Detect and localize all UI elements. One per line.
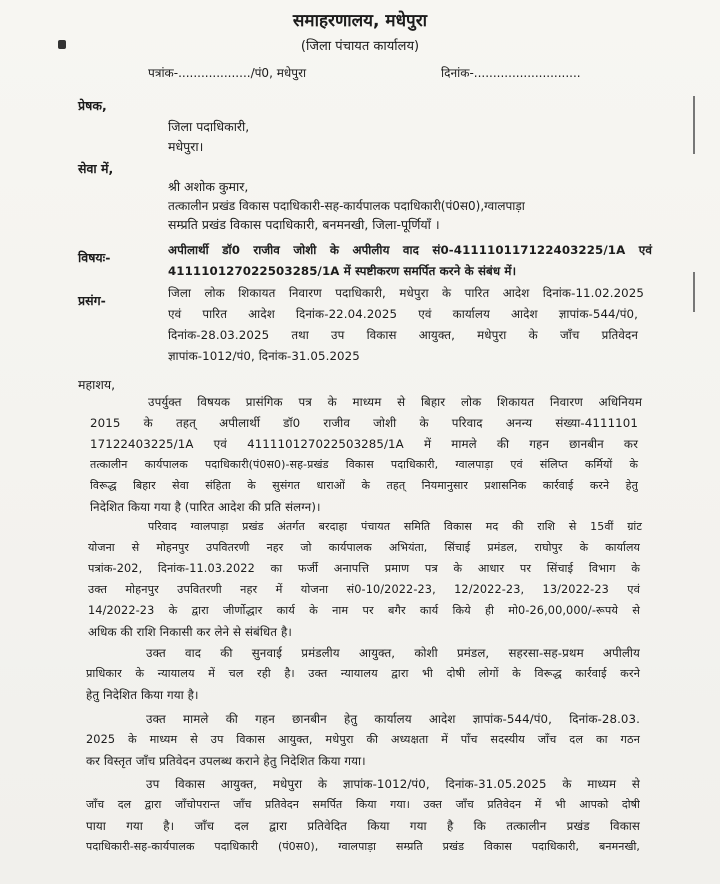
subject-label: विषयः- (78, 250, 111, 265)
page-edge-line (693, 272, 695, 312)
reference-line: ज्ञापांक-1012/पं0, दिनांक-31.05.2025 (168, 349, 360, 363)
paragraph-line: 2025 के माध्यम से उप विकास आयुक्त, मधेपुरा की अध्यक्षता में पाँच सदस्यीय जाँच दल का गठन (86, 733, 640, 746)
recipient-line: सम्प्रति प्रखंड विकास पदाधिकारी, बनमनखी, जिला-पूर्णियाँ । (168, 217, 440, 232)
paragraph-line: उक्त मोहनपुर उपवितरणी नहर में योजना सं0-10/2022-23, 12/2022-23, 13/2022-23 एवं (88, 583, 640, 596)
paragraph-line: कर विस्तृत जाँच प्रतिवेदन उपलब्ध कराने हेतु निदेशित किया गया। (86, 754, 366, 768)
letter-date: दिनांक-............................ (441, 66, 581, 80)
recipient-line: श्री अशोक कुमार, (168, 179, 249, 194)
paragraph-line: 2015 के तहत् अपीलार्थी डॉ0 राजीव जोशी के परिवाद अनन्य संख्या-4111101 (90, 416, 638, 430)
reference-line: एवं पारित आदेश दिनांक-22.04.2025 एवं कार्यालय आदेश ज्ञापांक-544/पं0, (168, 307, 638, 321)
paragraph-line: पाया गया है। जाँच दल द्वारा प्रतिवेदित किया गया है कि तत्कालीन प्रखंड विकास (86, 819, 640, 833)
salutation: महाशय, (78, 377, 116, 392)
recipient-label: सेवा में, (78, 161, 114, 176)
paragraph-line: योजना से मोहनपुर उपवितरणी नहर जो कार्यपालक अभियंता, सिंचाई प्रमंडल, राघोपुर के कार्यालय (88, 541, 640, 554)
reference-line: दिनांक-28.03.2025 तथा उप विकास आयुक्त, मधेपुरा के जाँच प्रतिवेदन (168, 328, 638, 342)
paragraph-line: अधिक की राशि निकासी कर लेने से संबंधित है। (88, 625, 292, 639)
reference-line: जिला लोक शिकायत निवारण पदाधिकारी, मधेपुरा के पारित आदेश दिनांक-11.02.2025 (168, 286, 644, 300)
paragraph-line: तत्कालीन कार्यपालक पदाधिकारी(पं0स0)-सह-प्रखंड विकास पदाधिकारी, ग्वालपाड़ा एवं संलिप्त कर्मियों के (90, 458, 638, 471)
paragraph-line: उपर्युक्त विषयक प्रासंगिक पत्र के माध्यम से बिहार लोक शिकायत निवारण अधिनियम (148, 395, 642, 409)
office-title: समाहरणालय, मधेपुरा (292, 11, 428, 31)
paragraph-line: उप विकास आयुक्त, मधेपुरा के ज्ञापांक-1012/पं0, दिनांक-31.05.2025 के माध्यम से (146, 777, 640, 791)
paragraph-line: पत्रांक-202, दिनांक-11.03.2022 का फर्जी अनापत्ति प्रमाण पत्र के आधार पर सिंचाई विभाग के (88, 562, 640, 575)
paragraph-line: 14/2022-23 के द्वारा जीर्णोद्धार कार्य के नाम पर बगैर कार्य किये ही मो0-26,00,000/-रूपये से (88, 604, 640, 617)
paragraph-line: प्राधिकार के न्यायालय में चल रही है। उक्त न्यायालय द्वारा भी दोषी लोगों के विरूद्ध कार्रवाई करने (86, 667, 640, 680)
page-edge-line (693, 96, 695, 154)
subject-line: अपीलार्थी डॉ0 राजीव जोशी के अपीलीय वाद सं0-411110117122403225/1A एवं (168, 243, 652, 257)
paragraph-line: उक्त मामले की गहन छानबीन हेतु कार्यालय आदेश ज्ञापांक-544/पं0, दिनांक-28.03. (146, 712, 640, 726)
reference-label: प्रसंग- (78, 293, 106, 308)
office-subtitle: (जिला पंचायत कार्यालय) (300, 39, 420, 54)
sender-line: जिला पदाधिकारी, (168, 119, 250, 134)
sender-line: मधेपुरा। (168, 139, 204, 154)
paragraph-line: निदेशित किया गया है (पारित आदेश की प्रति संलग्न)। (90, 500, 321, 514)
subject-line: 411110127022503285/1A में स्पष्टीकरण समर्पित करने के संबंध में। (168, 264, 517, 278)
paragraph-line: 17122403225/1A एवं 411110127022503285/1A में मामले की गहन छानबीन कर (90, 437, 638, 451)
paragraph-line: जाँच दल द्वारा जाँचोपरान्त जाँच प्रतिवेदन समर्पित किया गया। उक्त जाँच प्रतिवेदन में भी आपको दोषी (86, 798, 640, 811)
paragraph-line: उक्त वाद की सुनवाई प्रमंडलीय आयुक्त, कोशी प्रमंडल, सहरसा-सह-प्रथम अपीलीय (146, 646, 640, 660)
paragraph-line: पदाधिकारी-सह-कार्यपालक पदाधिकारी (पं0स0), ग्वालपाड़ा सम्प्रति प्रखंड विकास पदाधिकारी, बनमनखी, (86, 840, 640, 853)
paragraph-line: हेतु निदेशित किया गया है। (86, 688, 199, 702)
letter-number: पत्रांक-.................../पं0, मधेपुरा (148, 66, 307, 80)
paragraph-line: परिवाद ग्वालपाड़ा प्रखंड अंतर्गत बरदाहा पंचायत समिति विकास मद की राशि से 15वीं ग्रांट (148, 520, 642, 533)
sender-label: प्रेषक, (78, 98, 107, 113)
recipient-line: तत्कालीन प्रखंड विकास पदाधिकारी-सह-कार्यपालक पदाधिकारी(पं0स0),ग्वालपाड़ा (168, 199, 525, 213)
paragraph-line: विरूद्ध बिहार सेवा संहिता के सुसंगत धाराओं के तहत् नियमानुसार प्रशासनिक कार्रवाई करने हेतु (90, 479, 638, 492)
